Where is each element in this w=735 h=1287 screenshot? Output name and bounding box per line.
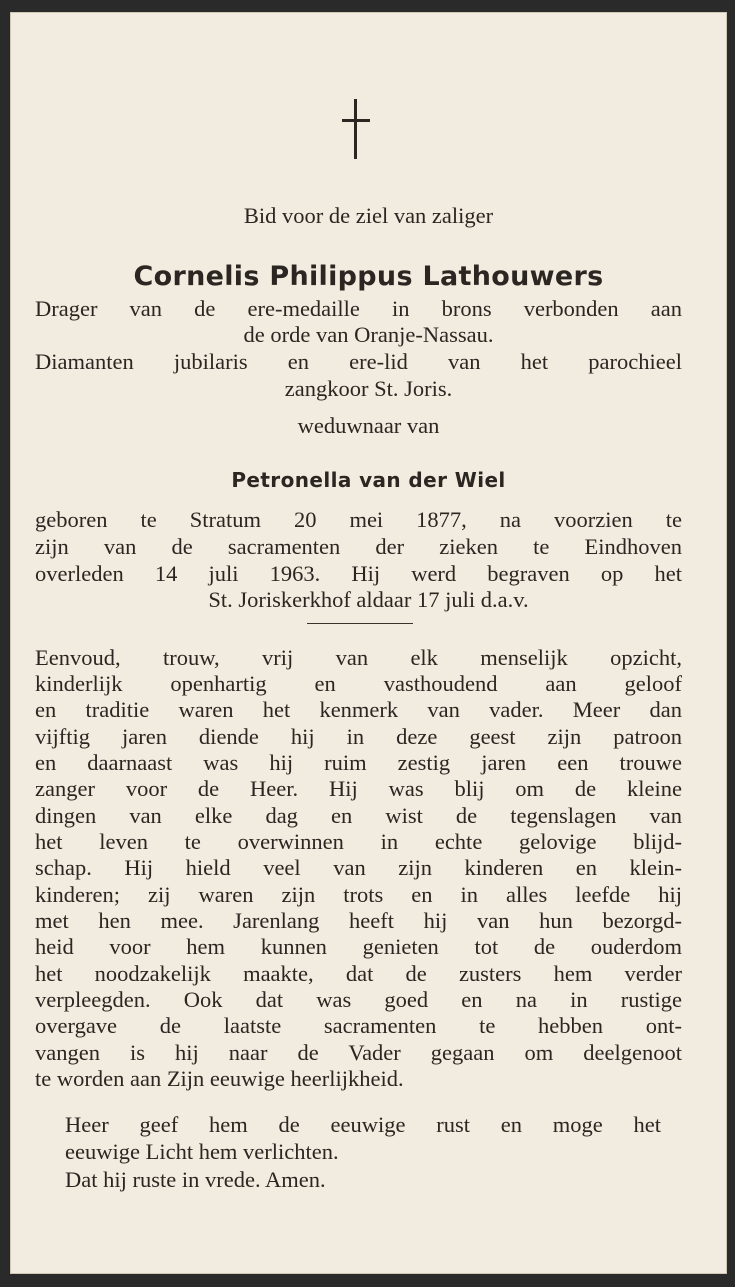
prayer-line: Dat hij ruste in vrede. Amen. (65, 1167, 326, 1192)
prayer-line: eeuwige Licht hem verlichten. (65, 1139, 339, 1164)
tribute-line: het noodzakelijk maakte, dat de zusters hem verder (35, 961, 682, 986)
cross-icon (342, 99, 370, 161)
honor-line: Drager van de ere-medaille in brons verbonden aan (35, 296, 682, 321)
tribute-line: schap. Hij hield veel van zijn kinderen en klein- (35, 855, 682, 880)
tribute-line: Eenvoud, trouw, vrij van elk menselijk opzicht, (35, 645, 682, 670)
tribute-line: te worden aan Zijn eeuwige heerlijkheid. (35, 1066, 404, 1091)
tribute-line: met hen mee. Jarenlang heeft hij van hun bezorgd- (35, 908, 682, 933)
tribute-line: en traditie waren het kenmerk van vader. Meer dan (35, 697, 682, 722)
biography-line: geboren te Stratum 20 mei 1877, na voorzien te (35, 507, 682, 532)
tribute-line: vijftig jaren diende hij in deze geest zijn patroon (35, 724, 682, 749)
biography-line: zijn van de sacramenten der zieken te Eindhoven (35, 534, 682, 559)
tribute-line: verpleegden. Ook dat was goed en na in rustige (35, 987, 682, 1012)
tribute-line: dingen van elke dag en wist de tegenslagen van (35, 803, 682, 828)
tribute-line: en daarnaast was hij ruim zestig jaren een trouwe (35, 750, 682, 775)
tribute-line: overgave de laatste sacramenten te hebben ont- (35, 1013, 682, 1038)
honor-line: de orde van Oranje-Nassau. (243, 322, 494, 347)
honor-line: Diamanten jubilaris en ere-lid van het parochieel (35, 349, 682, 374)
tribute-line: zanger voor de Heer. Hij was blij om de kleine (35, 776, 682, 801)
honor-line: zangkoor St. Joris. (284, 376, 453, 401)
tribute-line: kinderlijk openhartig en vasthoudend aan geloof (35, 671, 682, 696)
tribute-line: heid voor hem kunnen genieten tot de ouderdom (35, 934, 682, 959)
biography-line: St. Joriskerkhof aldaar 17 juli d.a.v. (208, 587, 529, 612)
memorial-card (10, 12, 727, 1274)
widower-label: weduwnaar van (297, 413, 440, 438)
spouse-name: Petronella van der Wiel (231, 468, 506, 492)
tribute-line: het leven te overwinnen in echte gelovige blijd- (35, 829, 682, 854)
prayer-line: Heer geef hem de eeuwige rust en moge het (65, 1112, 661, 1137)
deceased-name: Cornelis Philippus Lathouwers (133, 261, 604, 292)
intro-text: Bid voor de ziel van zaliger (243, 203, 494, 228)
biography-line: overleden 14 juli 1963. Hij werd begraven op het (35, 561, 682, 586)
tribute-line: kinderen; zij waren zijn trots en in alles leefde hij (35, 882, 682, 907)
divider (307, 623, 413, 624)
tribute-line: vangen is hij naar de Vader gegaan om deelgenoot (35, 1040, 682, 1065)
